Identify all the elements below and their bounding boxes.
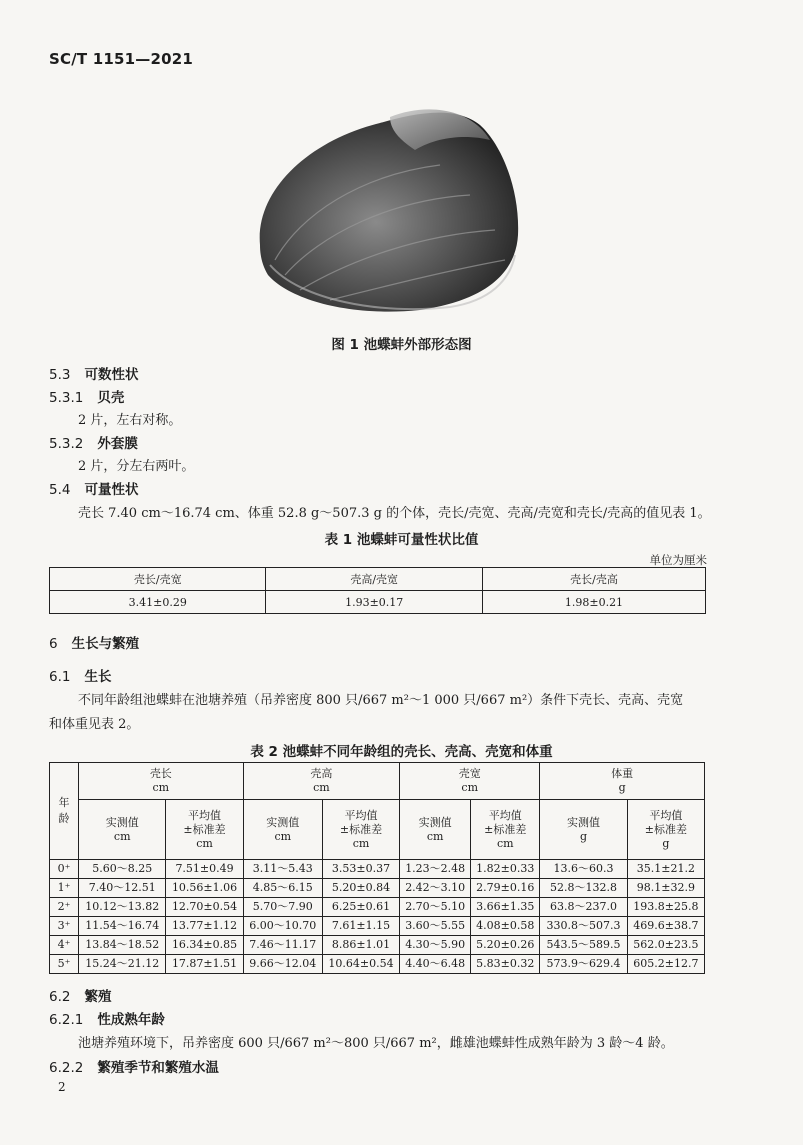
section-5-4-text: 壳长 7.40 cm～16.74 cm、体重 52.8 g～507.3 g 的个体，壳长/壳宽、壳高/壳宽和壳长/壳高的值见表 1。: [78, 506, 711, 521]
section-title: 外套膜: [97, 436, 138, 452]
section-number: 6.2: [49, 989, 71, 1005]
table-header-cell: 壳长/壳宽: [50, 568, 266, 591]
age-cell: 2⁺: [50, 898, 79, 917]
age-header-cell: [50, 763, 79, 860]
table-cell: 35.1±21.2: [627, 860, 704, 879]
section-title: 性成熟年龄: [97, 1012, 165, 1028]
subheader-measured: [540, 800, 627, 860]
table-cell: 15.24～21.12: [79, 955, 166, 974]
table-cell: 4.08±0.58: [471, 917, 540, 936]
table-cell: 10.56±1.06: [166, 879, 243, 898]
subheader-unit: cm: [496, 836, 514, 850]
section-6-1-text-line1: 不同年龄组池蝶蚌在池塘养殖（吊养密度 800 只/667 m²～1 000 只/667 m²）条件下壳长、壳高、壳宽: [78, 693, 684, 708]
subheader-unit: cm: [352, 836, 370, 850]
table-cell: 7.61±1.15: [322, 917, 399, 936]
table-cell: 13.84～18.52: [79, 936, 166, 955]
table-cell: 5.60～8.25: [79, 860, 166, 879]
table-cell: 3.60～5.55: [400, 917, 471, 936]
table-row: [50, 879, 705, 898]
table-header-row: [50, 568, 706, 591]
section-6-2-1-text: 池塘养殖环境下，吊养密度 600 只/667 m²～800 只/667 m²，雌雄池蝶蚌性成熟年龄为 3 龄～4 龄。: [78, 1036, 674, 1051]
group-header-body-weight: [540, 763, 705, 800]
group-header-shell-height: [243, 763, 399, 800]
subheader-label: ±标准差: [339, 822, 383, 836]
section-6-2-2-heading: [49, 1056, 219, 1076]
figure-caption: 图 1 池蝶蚌外部形态图: [331, 337, 472, 353]
table-cell: 7.46～11.17: [243, 936, 322, 955]
subheader-unit: cm: [113, 829, 131, 843]
table-cell: 16.34±0.85: [166, 936, 243, 955]
subheader-measured: [243, 800, 322, 860]
table-cell: 17.87±1.51: [166, 955, 243, 974]
subheader-label: 平均值: [344, 808, 378, 822]
table2: [49, 762, 705, 974]
table-row: [50, 955, 705, 974]
table-cell: 52.8～132.8: [540, 879, 627, 898]
table-cell: 4.30～5.90: [400, 936, 471, 955]
age-cell: 1⁺: [50, 879, 79, 898]
section-title: 繁殖季节和繁殖水温: [97, 1060, 219, 1076]
subheader-label: 实测值: [266, 815, 300, 829]
table-cell: 5.83±0.32: [471, 955, 540, 974]
page-number: 2: [58, 1080, 66, 1094]
table-cell: 1.23～2.48: [400, 860, 471, 879]
subheader-label: 实测值: [105, 815, 139, 829]
table-cell: 2.70～5.10: [400, 898, 471, 917]
table-cell: 4.85～6.15: [243, 879, 322, 898]
table-cell: 5.20±0.26: [471, 936, 540, 955]
table-cell: 63.8～237.0: [540, 898, 627, 917]
table1: [49, 567, 706, 614]
table-row: [50, 591, 706, 614]
table-cell: 8.86±1.01: [322, 936, 399, 955]
section-5-3-heading: [49, 363, 138, 383]
section-number: 5.3.1: [49, 390, 84, 406]
table1-caption: 表 1 池蝶蚌可量性状比值: [324, 532, 479, 548]
subheader-label: 实测值: [567, 815, 600, 829]
subheader-mean: [627, 800, 704, 860]
table-cell: 2.42～3.10: [400, 879, 471, 898]
section-title: 可量性状: [84, 482, 139, 498]
table-subheader-row: [50, 800, 705, 860]
subheader-label: ±标准差: [644, 822, 687, 836]
subheader-label: 平均值: [488, 808, 522, 822]
table-header-row: [50, 763, 705, 800]
document-code: SC/T 1151—2021: [49, 50, 194, 68]
table-cell: 98.1±32.9: [627, 879, 704, 898]
table-row: [50, 898, 705, 917]
section-number: 6.2.1: [49, 1012, 84, 1028]
subheader-mean: [471, 800, 540, 860]
table-cell: 12.70±0.54: [166, 898, 243, 917]
section-number: 5.4: [49, 482, 71, 498]
table-row: [50, 917, 705, 936]
section-5-3-2-heading: [49, 432, 138, 452]
table-cell: 5.20±0.84: [322, 879, 399, 898]
section-number: 6.1: [49, 669, 71, 685]
table-row: [50, 860, 705, 879]
table-cell: 2.79±0.16: [471, 879, 540, 898]
section-6-1-text-line2: 和体重见表 2。: [49, 717, 140, 732]
age-cell: 5⁺: [50, 955, 79, 974]
table-cell: 1.98±0.21: [482, 591, 705, 614]
table-cell: 9.66～12.04: [243, 955, 322, 974]
table-cell: 13.77±1.12: [166, 917, 243, 936]
table-cell: 13.6～60.3: [540, 860, 627, 879]
table-cell: 10.12～13.82: [79, 898, 166, 917]
subheader-mean: [322, 800, 399, 860]
section-title: 生长: [84, 669, 112, 685]
section-number: 5.3: [49, 367, 71, 383]
section-title: 生长与繁殖: [71, 636, 140, 652]
group-name: 体重: [611, 767, 634, 781]
age-cell: 4⁺: [50, 936, 79, 955]
group-header-shell-width: [400, 763, 540, 800]
table-cell: 562.0±23.5: [627, 936, 704, 955]
table-cell: 6.25±0.61: [322, 898, 399, 917]
table-cell: 469.6±38.7: [627, 917, 704, 936]
table-cell: 7.40～12.51: [79, 879, 166, 898]
section-6-heading: [49, 632, 139, 652]
subheader-label: 平均值: [649, 808, 683, 822]
section-5-3-1-heading: [49, 386, 124, 406]
group-name: 壳长: [149, 767, 172, 781]
subheader-measured: [400, 800, 471, 860]
subheader-unit: g: [662, 836, 670, 850]
subheader-unit: cm: [426, 829, 444, 843]
table-cell: 11.54～16.74: [79, 917, 166, 936]
section-6-2-heading: [49, 985, 111, 1005]
subheader-label: ±标准差: [484, 822, 527, 836]
section-title: 繁殖: [84, 989, 112, 1005]
age-header: 年龄: [58, 796, 70, 825]
table-cell: 330.8～507.3: [540, 917, 627, 936]
group-header-shell-length: [79, 763, 244, 800]
table-cell: 10.64±0.54: [322, 955, 399, 974]
table-cell: 3.41±0.29: [50, 591, 266, 614]
subheader-unit: cm: [196, 836, 213, 850]
table-cell: 3.11～5.43: [243, 860, 322, 879]
section-5-3-2-text: 2 片，分左右两叶。: [78, 459, 195, 474]
table-cell: 543.5～589.5: [540, 936, 627, 955]
subheader-label: 实测值: [418, 815, 452, 829]
subheader-mean: [166, 800, 243, 860]
group-unit: cm: [313, 781, 330, 795]
subheader-unit: cm: [274, 829, 292, 843]
age-cell: 0⁺: [50, 860, 79, 879]
group-name: 壳高: [310, 767, 333, 781]
table-cell: 4.40～6.48: [400, 955, 471, 974]
table-row: [50, 936, 705, 955]
section-5-4-heading: [49, 478, 138, 498]
subheader-measured: [79, 800, 166, 860]
group-unit: cm: [461, 781, 478, 795]
table-cell: 1.82±0.33: [471, 860, 540, 879]
section-number: 6: [49, 636, 58, 652]
table-cell: 5.70～7.90: [243, 898, 322, 917]
group-name: 壳宽: [458, 767, 481, 781]
table-cell: 193.8±25.8: [627, 898, 704, 917]
section-5-3-1-text: 2 片，左右对称。: [78, 413, 182, 428]
section-6-1-heading: [49, 665, 111, 685]
table-cell: 605.2±12.7: [627, 955, 704, 974]
subheader-label: 平均值: [188, 808, 222, 822]
section-title: 贝壳: [97, 390, 125, 406]
section-title: 可数性状: [84, 367, 139, 383]
table1-unit: 单位为厘米: [649, 553, 707, 567]
group-unit: g: [618, 781, 626, 795]
table-cell: 6.00～10.70: [243, 917, 322, 936]
table-header-cell: 壳长/壳高: [482, 568, 705, 591]
table-header-cell: 壳高/壳宽: [266, 568, 482, 591]
section-number: 5.3.2: [49, 436, 84, 452]
subheader-unit: g: [579, 829, 588, 843]
mussel-shell-figure: [240, 95, 530, 320]
group-unit: cm: [152, 781, 170, 795]
table-cell: 3.53±0.37: [322, 860, 399, 879]
table-cell: 7.51±0.49: [166, 860, 243, 879]
table-cell: 573.9～629.4: [540, 955, 627, 974]
section-6-2-1-heading: [49, 1008, 165, 1028]
table-cell: 1.93±0.17: [266, 591, 482, 614]
age-cell: 3⁺: [50, 917, 79, 936]
subheader-label: ±标准差: [183, 822, 226, 836]
section-number: 6.2.2: [49, 1060, 84, 1076]
table2-caption: 表 2 池蝶蚌不同年龄组的壳长、壳高、壳宽和体重: [250, 744, 553, 760]
table-cell: 3.66±1.35: [471, 898, 540, 917]
